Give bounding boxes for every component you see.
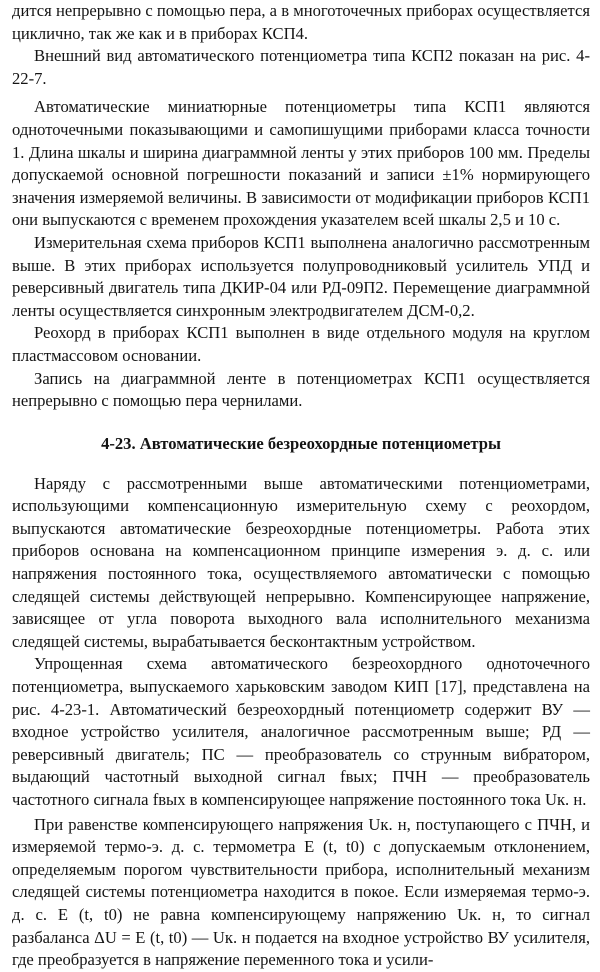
paragraph-continuation: дится непрерывно с помощью пера, а в многоточечных приборах осуществляется циклично, так же как и в приборах КСП4. [12,1,590,43]
paragraph-ksp1-description: Автоматические миниатюрные потенциометры типа КСП1 являются одноточечными показывающими и самопишущими приборами класса точности 1. Длина шкалы и ширина диаграммной ленты у этих приборов 100 мм. Пределы допускаемой основной погрешности показаний и записи ±1% нормирующего значения измеряемой величины. В зависимости от модификации приборов КСП1 они выпускаются с временем прохождения указателем всей шкалы 2,5 и 10 с. [12,97,590,230]
paragraph-balance-operation: При равенстве компенсирующего напряжения Uк. н, поступающего с ПЧН, и измеряемой термо-э. д. с. термометра E (t, t0) с допускаемым отклонением, определяемым порогом чувствительности прибора, исполнительный механизм следящей системы потенциометра находится в покое. Если измеряемая термо-э. д. с. E (t, t0) не равна компенсирующему напряжению Uк. н, то сигнал разбаланса ΔU = E (t, t0) — Uк. н подается на входное устройство ВУ усилителя, где преобразуется в напряжение переменного тока и усили- [12,814,590,970]
paragraph-ksp1-circuit: Измерительная схема приборов КСП1 выполнена аналогично рассмотренным выше. В этих приборах используется полупроводниковый усилитель УПД и реверсивный двигатель типа ДКИР-04 или РД-09П2. Перемещение диаграммной ленты осуществляется синхронным электродвигателем ДСМ-0,2. [12,232,590,320]
paragraph-ksp2-appearance: Внешний вид автоматического потенциометра типа КСП2 показан на рис. 4-22-7. [12,46,590,88]
paragraph-rheochordless-intro: Наряду с рассмотренными выше автоматическими потенциометрами, использующими компенсационную измерительную схему с реохордом, выпускаются автоматические безреохордные потенциометры. Работа этих приборов основана на компенсационном принципе измерения э. д. с. или напряжения постоянного тока, осуществляемого автоматически с помощью следящей системы действующей непрерывно. Компенсирующее напряжение, зависящее от угла поворота выходного вала исполнительного механизма следящей системы, вырабатывается бесконтактным устройством. [12,473,590,651]
book-page [12,0,590,972]
paragraph-simplified-scheme: Упрощенная схема автоматического безреохордного одноточечного потенциометра, выпускаемого харьковским заводом КИП [17], представлена на рис. 4-23-1. Автоматический безреохордный потенциометр содержит ВУ — входное устройство усилителя, аналогичное рассмотренным выше; РД — реверсивный двигатель; ПС — преобразователь со струнным вибратором, выдающий частотный выходной сигнал fвых; ПЧН — преобразователь частотного сигнала fвых в компенсирующее напряжение постоянного тока Uк. н. [12,654,590,809]
paragraph-ksp1-recording: Запись на диаграммной ленте в потенциометрах КСП1 осуществляется непрерывно с помощью пера чернилами. [12,368,590,411]
section-heading: 4-23. Автоматические безреохордные потенциометры [101,433,501,453]
paragraph-ksp1-rheochord: Реохорд в приборах КСП1 выполнен в виде отдельного модуля на круглом пластмассовом основании. [12,323,590,365]
